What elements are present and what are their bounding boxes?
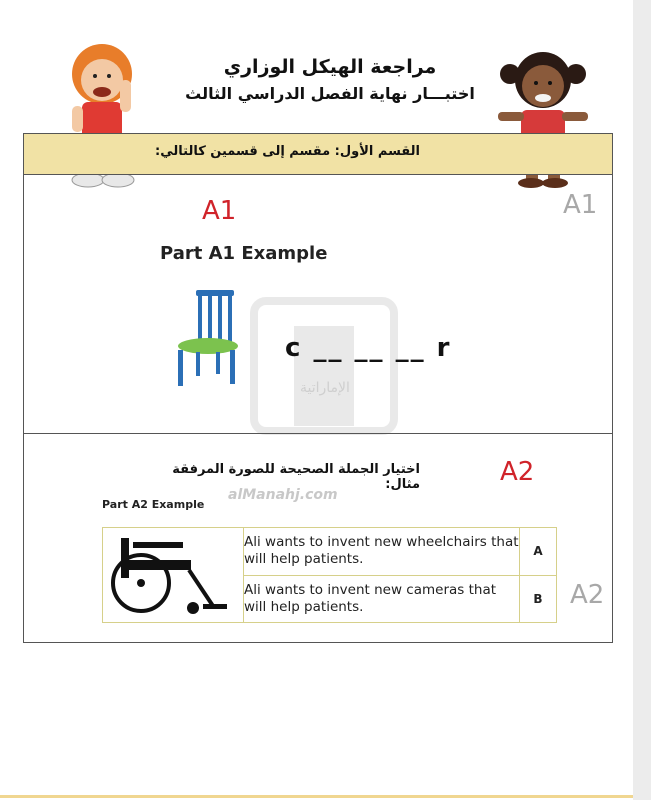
section-heading: القسم الأول: مقسم إلى قسمين كالتالي: [155, 144, 420, 159]
word-puzzle: c __ __ __ r [285, 333, 452, 363]
option-b-letter[interactable]: B [520, 575, 557, 623]
option-a-text: Ali wants to invent new wheelchairs that will help patients. [244, 528, 520, 576]
watermark-logo-icon [244, 296, 404, 436]
a2-gray-label: A2 [570, 580, 605, 610]
a1-gray-label: A1 [563, 190, 598, 220]
chair-icon [168, 288, 248, 388]
page-edge [633, 0, 651, 800]
a1-red-label: A1 [202, 196, 237, 226]
option-a-letter[interactable]: A [520, 528, 557, 576]
watermark-arabic: الإماراتية [300, 380, 350, 396]
part-a1-title: Part A1 Example [160, 243, 328, 264]
table-row [103, 528, 557, 576]
page-subtitle: اختبـــار نهاية الفصل الدراسي الثالث [185, 84, 475, 103]
options-table [102, 527, 557, 623]
a2-instruction: اختيار الجملة الصحيحة للصورة المرفقة مثال: [172, 462, 420, 492]
option-b-text: Ali wants to invent new cameras that will help patients. [244, 575, 520, 623]
image-cell [103, 528, 244, 623]
part-a2-title: Part A2 Example [102, 498, 205, 511]
page-title: مراجعة الهيكل الوزاري [223, 56, 437, 78]
watermark-site: alManahj.com [228, 487, 338, 503]
footer-line [0, 795, 633, 798]
wheelchair-icon [103, 528, 243, 618]
a2-red-label: A2 [500, 457, 535, 487]
